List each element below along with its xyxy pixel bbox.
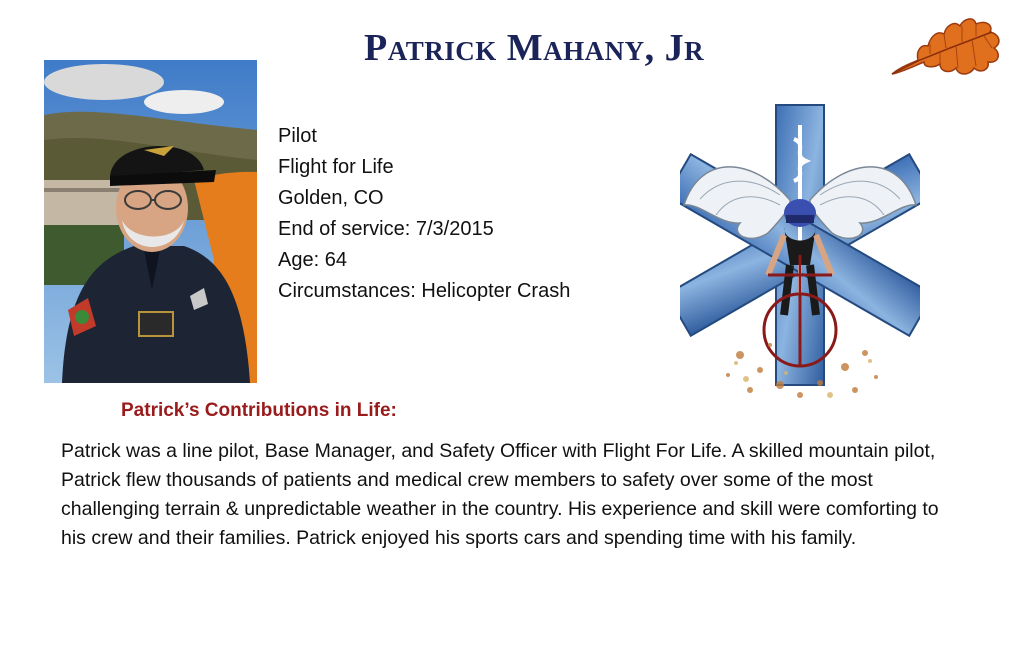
detail-end-of-service: End of service: 7/3/2015 bbox=[278, 218, 494, 240]
detail-organization: Flight for Life bbox=[278, 156, 394, 178]
winged-cyclist-star-of-life-illustration bbox=[680, 95, 920, 405]
portrait-photo bbox=[44, 60, 257, 383]
contributions-heading: Patrick’s Contributions in Life: bbox=[121, 400, 397, 421]
page-title: Patrick Mahany, Jr bbox=[364, 27, 705, 69]
contributions-body: Patrick was a line pilot, Base Manager, and Safety Officer with Flight For Life. A skilled mountain pilot, Patrick flew thousands of patients and medical crew members to safety over some of the most challenging terrain & unpredictable weather in the country. His experience and skill were comforting to his crew and their families. Patrick enjoyed his sports cars and spending time with his family. bbox=[61, 440, 939, 549]
detail-role: Pilot bbox=[278, 125, 317, 147]
detail-location: Golden, CO bbox=[278, 187, 384, 209]
detail-circumstances: Circumstances: Helicopter Crash bbox=[278, 280, 571, 302]
detail-age: Age: 64 bbox=[278, 249, 347, 271]
oak-leaf-icon bbox=[880, 8, 1010, 88]
details-list bbox=[278, 121, 570, 307]
